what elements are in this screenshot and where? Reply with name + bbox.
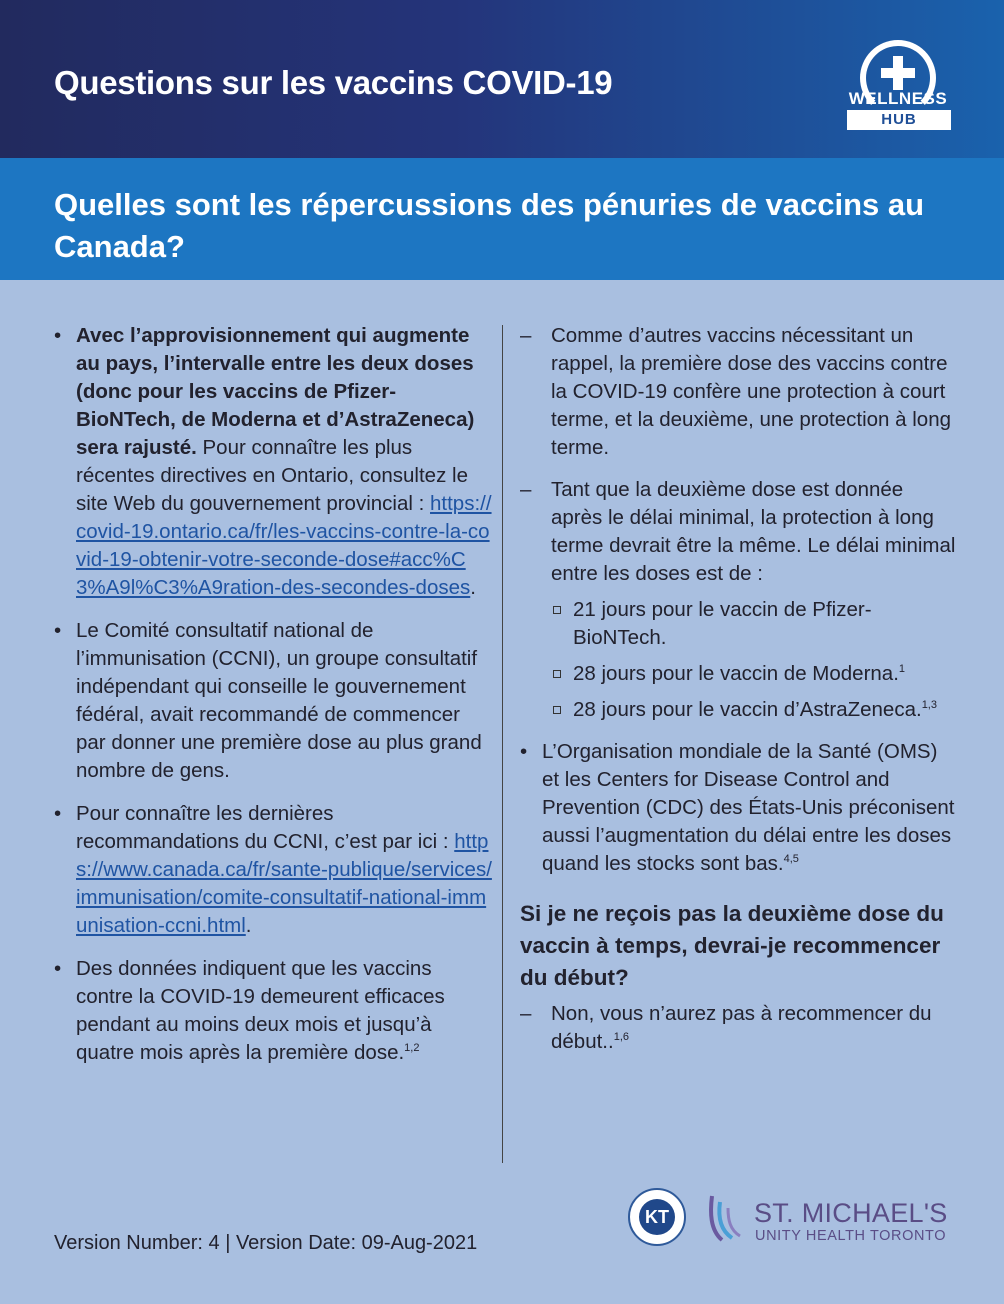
citation: 1,2: [404, 1042, 420, 1055]
st-michaels-logo: [708, 1190, 958, 1246]
question-heading: Quelles sont les répercussions des pénuries de vaccins au Canada?: [54, 187, 925, 264]
logo-word-wellness: WELLNESS: [848, 89, 948, 108]
wellness-hub-logo: [838, 36, 958, 132]
sub-item: 28 jours pour le vaccin d’AstraZeneca.$^{1,3}$: [498, 696, 960, 724]
right-column: [520, 322, 960, 1070]
kt-letters: KT: [639, 1199, 675, 1235]
unity-health-mark-icon: [708, 1192, 742, 1244]
ccni-link[interactable]: https://www.canada.ca/fr/sante-publique/services/immunisation/comite-consultatif-national-immunisation-ccni.html: [76, 830, 492, 937]
dash-item: – Tant que la deuxième dose est donnée après le délai minimal, la protection à long terme devrait être la même. Le délai minimal entre les doses est de :: [498, 476, 960, 588]
subheading: Si je ne reçois pas la deuxième dose du vaccin à temps, devrai-je recommencer du début?: [520, 901, 944, 990]
list-item: • Le Comité consultatif national de l’immunisation (CCNI), un groupe consultatif indépendant qui conseille le gouvernement fédéral, avait recommandé de commencer par donner une première dose au plus grand nombre de gens.: [54, 617, 494, 785]
bold-statement: Avec l’approvisionnement qui augmente au pays, l’intervalle entre les deux doses (donc pour les vaccins de Pfizer-BioNTech, de Moderna et d’AstraZeneca) sera rajusté.: [76, 324, 475, 459]
ontario-link[interactable]: https://covid-19.ontario.ca/fr/les-vaccins-contre-la-covid-19-obtenir-votre-seconde-dose#acc%C3%A9l%C3%A9ration-des-secondes-doses: [76, 492, 492, 599]
version-info: Version Number: 4 | Version Date: 09-Aug-2021: [54, 1232, 478, 1254]
left-column: [54, 322, 494, 1082]
logo-word-hub: HUB: [847, 110, 951, 130]
list-item: • Pour connaître les dernières recommandations du CCNI, c’est par ici : https://www.canada.ca/fr/sante-publique/services/immunisation/comite-consultatif-national-immunisation-ccni.html.: [54, 800, 494, 940]
page-title: Questions sur les vaccins COVID-19: [54, 64, 613, 101]
list-item: • L’Organisation mondiale de la Santé (OMS) et les Centers for Disease Control and Prevention (CDC) des États-Unis préconisent aussi l’augmentation du délai entre les doses quand les stocks sont bas.$^{4,5}$: [520, 738, 960, 878]
smh-name: ST. MICHAEL'S: [754, 1198, 948, 1228]
citation: 1,6: [613, 1031, 629, 1044]
citation: 4,5: [783, 853, 799, 866]
dash-item: – Comme d’autres vaccins nécessitant un rappel, la première dose des vaccins contre la COVID-19 confère une protection à court terme, et la deuxième, une protection à long terme.: [498, 322, 960, 462]
question-band: [0, 158, 1004, 280]
dash-item: – Non, vous n’aurez pas à recommencer du début..$^{1,6}$: [498, 1000, 960, 1056]
citation: 1: [898, 663, 906, 676]
sub-item: 21 jours pour le vaccin de Pfizer-BioNTech.: [498, 596, 960, 652]
header-bar: [0, 0, 1004, 158]
list-item: • Des données indiquent que les vaccins contre la COVID-19 demeurent efficaces pendant au moins deux mois et jusqu’à quatre mois après la première dose.$^{1,2}$: [54, 955, 494, 1067]
smh-subtitle: UNITY HEALTH TORONTO: [755, 1228, 947, 1244]
citation: 1,3: [921, 699, 937, 712]
knowledge-translation-logo: [628, 1188, 686, 1246]
sub-item: 28 jours pour le vaccin de Moderna.$^1$: [498, 660, 960, 688]
list-item: • Avec l’approvisionnement qui augmente au pays, l’intervalle entre les deux doses (donc pour les vaccins de Pfizer-BioNTech, de Moderna et d’AstraZeneca) sera rajusté. Pour connaître les plus récentes directives en Ontario, consultez le site Web du gouvernement provincial : https://covid-19.ontario.ca/fr/les-vaccins-contre-la-covid-19-obtenir-votre-seconde-dose#acc%C3%A9l%C3%A9ration-des-secondes-doses.: [54, 322, 494, 602]
